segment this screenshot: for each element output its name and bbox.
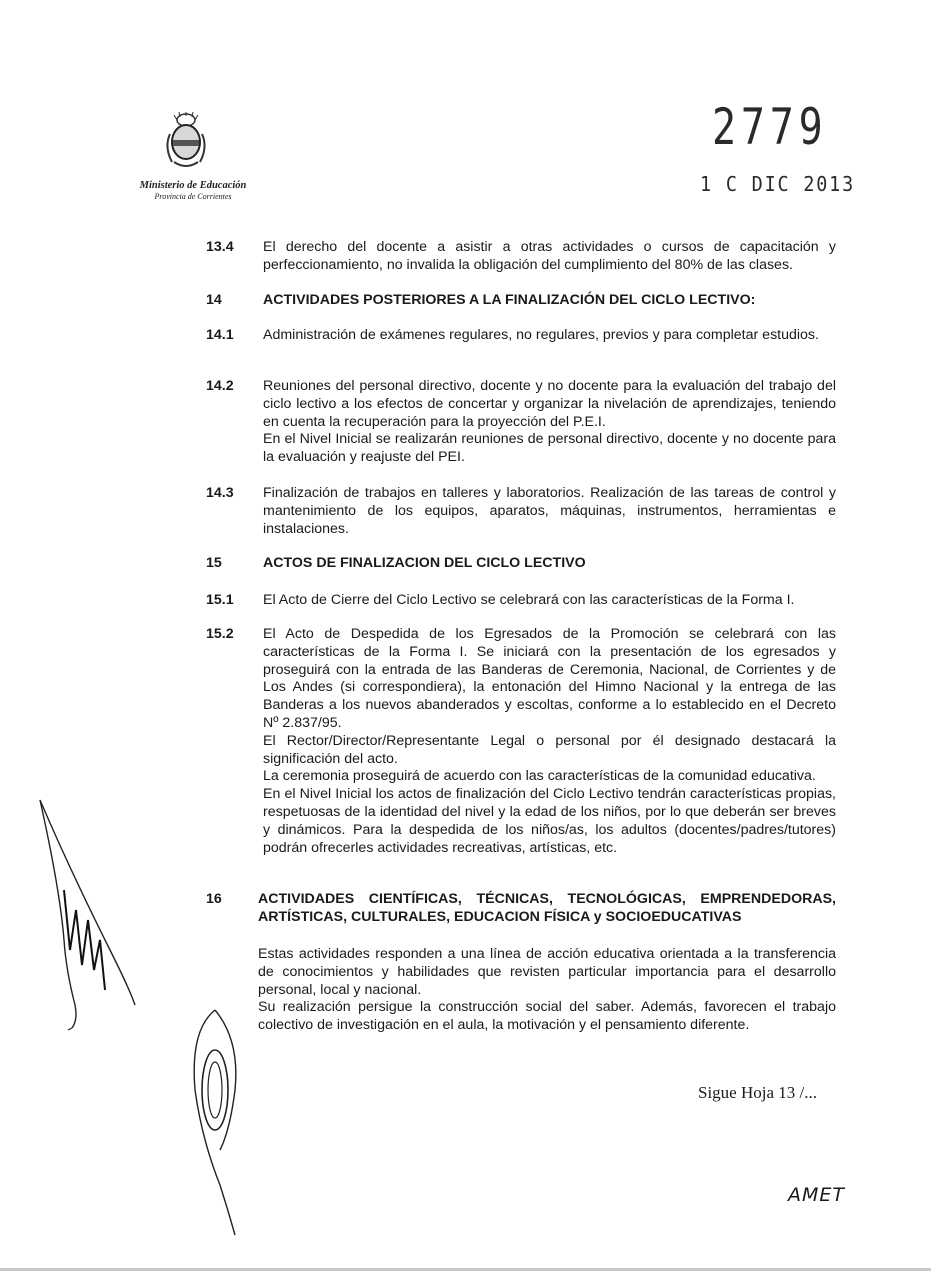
- section-heading: ACTIVIDADES POSTERIORES A LA FINALIZACIÓN DEL CICLO LECTIVO:: [263, 292, 756, 308]
- section-paragraph: Finalización de trabajos en talleres y laboratorios. Realización de las tareas de control y mantenimiento de los equipos, aparatos, máquinas, instrumentos, herramientas e instalaciones.: [263, 485, 836, 537]
- section-heading: ACTIVIDADES CIENTÍFICAS, TÉCNICAS, TECNOLÓGICAS, EMPRENDEDORAS, ARTÍSTICAS, CULTURALES, EDUCACION FÍSICA y SOCIOEDUCATIVAS: [258, 891, 836, 925]
- section-15-1: [206, 592, 836, 610]
- ministry-name: Ministerio de Educación: [139, 180, 247, 191]
- section-paragraph: En el Nivel Inicial los actos de finalización del Ciclo Lectivo tendrán características propias, respetuosas de la identidad del nivel y la edad de los niños, por lo que deberán ser breves y dinámicos. Para la despedida de los niños/as, los adultos (docentes/padres/tutores) podrán ofrecerles actividades recreativas, artísticas, etc.: [263, 786, 836, 856]
- province-name: Provincia de Corrientes: [154, 192, 232, 201]
- section-paragraph: Estas actividades responden a una línea de acción educativa orientada a la transferencia de conocimientos y habilidades que revisten particular importancia para el desarrollo personal, local y nacional.: [258, 946, 836, 998]
- section-paragraph: Reuniones del personal directivo, docente y no docente para la evaluación del trabajo del ciclo lectivo a los efectos de concertar y organizar la nivelación de aprendizajes, teniendo en cuenta la recuperación para la proyección del P.E.I.: [263, 378, 836, 430]
- section-number: 14.2: [206, 378, 234, 394]
- section-16-body: [206, 946, 836, 1035]
- ministry-caption: [118, 180, 268, 202]
- section-paragraph: El derecho del docente a asistir a otras actividades o cursos de capacitación y perfeccionamiento, no invalida la obligación del cumplimiento del 80% de las clases.: [263, 239, 836, 273]
- section-number: 13.4: [206, 239, 234, 255]
- section-number: 16: [206, 891, 222, 907]
- section-paragraph: El Acto de Despedida de los Egresados de la Promoción se celebrará con las características de la Forma I. Se iniciará con la presentación de los egresados y proseguirá con la entrada de las Banderas de Ceremonia, Nacional, de Corrientes y de Los Andes (si correspondiera), la entonación del Himno Nacional y la entrega de las Banderas a los nuevos abanderados y escoltas, conforme a lo establecido en el Decreto Nº 2.837/95.: [263, 626, 836, 731]
- section-paragraph: Administración de exámenes regulares, no regulares, previos y para completar estudios.: [263, 327, 819, 343]
- section-13-4: [206, 239, 836, 275]
- resolution-number-stamp: 2779: [712, 98, 828, 156]
- section-number: 15.1: [206, 592, 234, 608]
- section-paragraph: En el Nivel Inicial se realizarán reuniones de personal directivo, docente y no docente para la evaluación y reajuste del PEI.: [263, 431, 836, 466]
- section-number: 15: [206, 555, 222, 571]
- section-15: [206, 555, 836, 573]
- scan-edge: [0, 1268, 931, 1271]
- section-paragraph: El Rector/Director/Representante Legal o personal por él designado destacará la significación del acto.: [263, 732, 836, 767]
- section-14-2: [206, 378, 836, 467]
- section-number: 15.2: [206, 626, 234, 642]
- section-paragraph: Su realización persigue la construcción social del saber. Además, favorecen el trabajo colectivo de investigación en el aula, la motivación y el pensamiento diferente.: [258, 999, 836, 1034]
- section-number: 14.1: [206, 327, 234, 343]
- section-14-1: [206, 327, 836, 345]
- section-heading: ACTOS DE FINALIZACION DEL CICLO LECTIVO: [263, 555, 586, 571]
- coat-of-arms-icon: [164, 112, 208, 174]
- handwritten-initials: AMET: [788, 1184, 846, 1206]
- section-14: [206, 292, 836, 310]
- signature-icon: [30, 790, 260, 1240]
- continues-on-next-page: Sigue Hoja 13 /...: [698, 1083, 817, 1102]
- section-paragraph: La ceremonia proseguirá de acuerdo con las características de la comunidad educativa.: [263, 768, 816, 785]
- section-number: 14: [206, 292, 222, 308]
- section-number: 14.3: [206, 485, 234, 501]
- section-14-3: [206, 485, 836, 538]
- section-16: [206, 891, 836, 927]
- date-stamp: 1 C DIC 2013: [700, 172, 856, 196]
- section-paragraph: El Acto de Cierre del Ciclo Lectivo se celebrará con las características de la Forma I.: [263, 592, 795, 608]
- section-15-2: [206, 626, 836, 857]
